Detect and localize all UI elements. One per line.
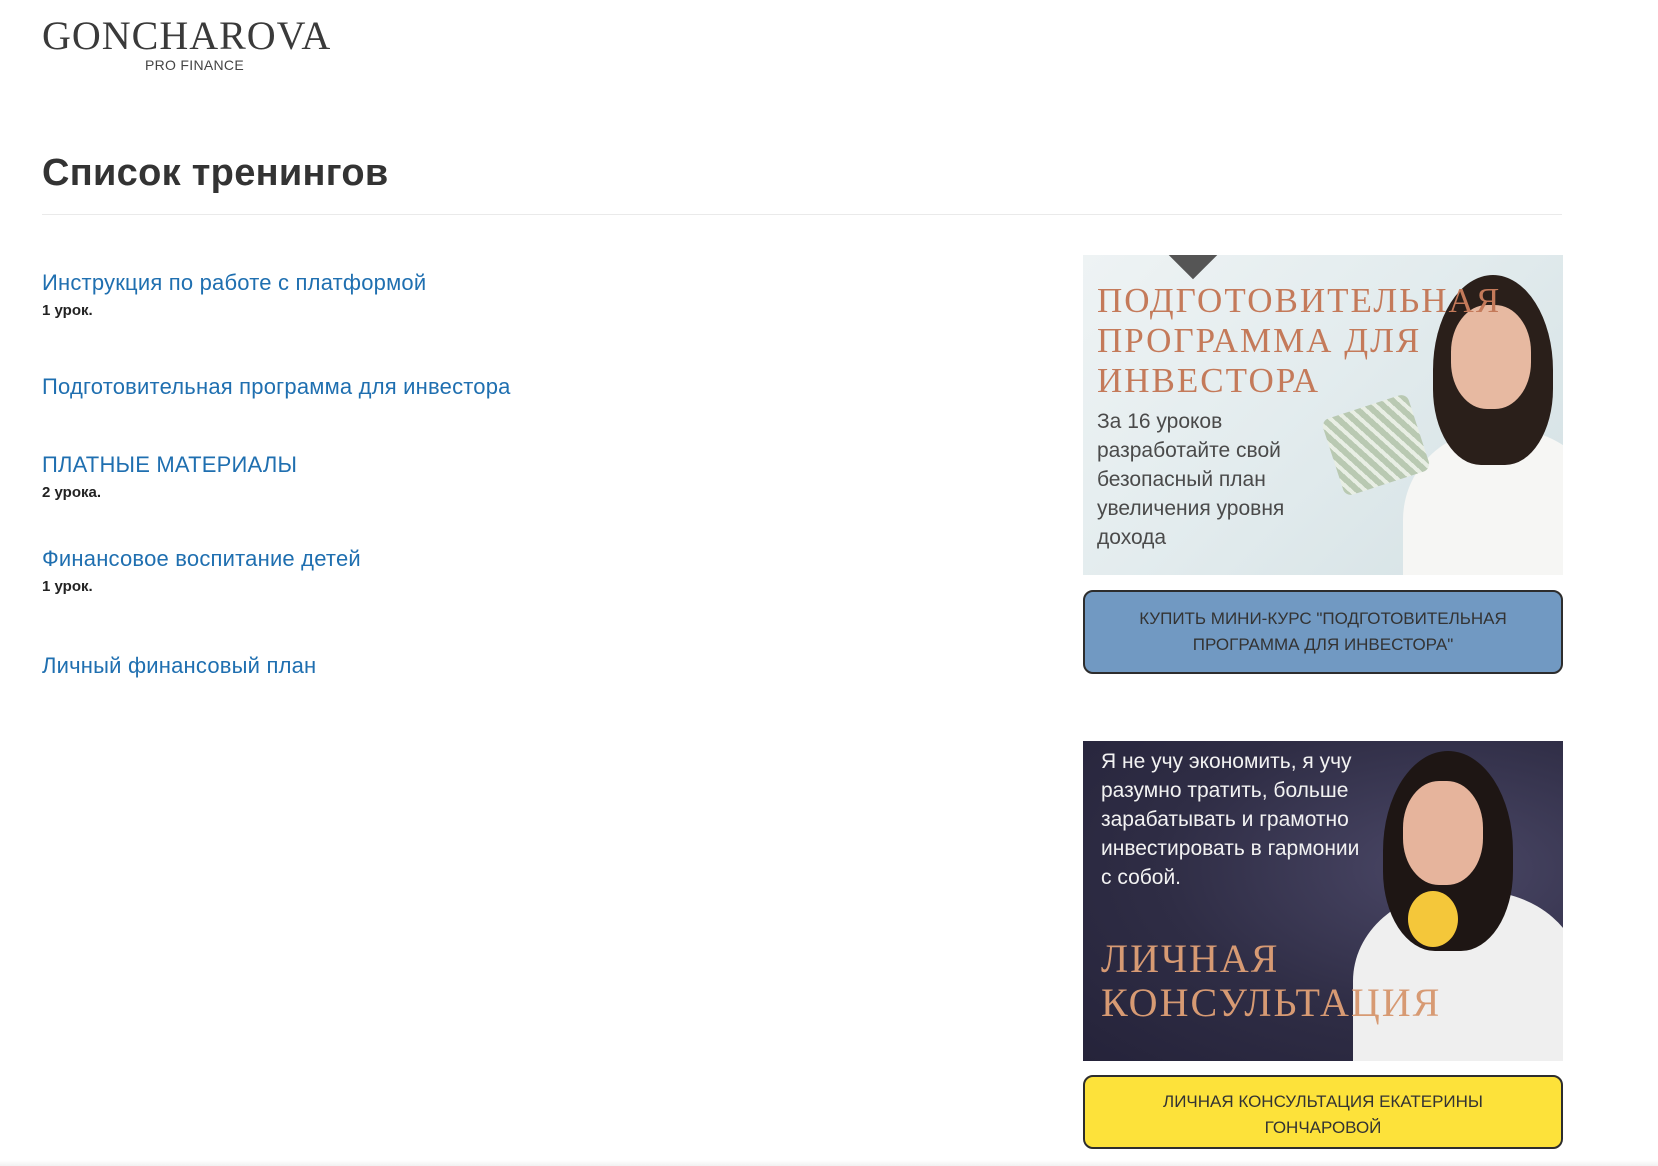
training-link[interactable]: Инструкция по работе с платформой bbox=[42, 270, 427, 295]
title-divider bbox=[42, 214, 1562, 215]
banner-heading: ЛИЧНАЯ КОНСУЛЬТАЦИЯ bbox=[1101, 936, 1442, 1025]
woman-face-illustration bbox=[1403, 781, 1483, 885]
investor-program-banner[interactable] bbox=[1083, 255, 1563, 575]
training-item bbox=[42, 452, 297, 501]
banner-text: За 16 уроков разработайте свой безопасный план увеличения уровня дохода bbox=[1097, 410, 1285, 549]
logo-name: GONCHAROVA bbox=[42, 13, 332, 58]
training-link[interactable]: Личный финансовый план bbox=[42, 653, 317, 678]
lesson-count: 1 урок. bbox=[42, 302, 93, 319]
consultation-banner[interactable] bbox=[1083, 741, 1563, 1061]
training-item bbox=[42, 374, 511, 406]
logo[interactable] bbox=[42, 14, 362, 73]
banner-text: Я не учу экономить, я учу разумно тратить, больше зарабатывать и грамотно инвестировать в гармонии с собой. bbox=[1101, 750, 1360, 889]
training-link[interactable]: Подготовительная программа для инвестора bbox=[42, 374, 511, 399]
lesson-count: 1 урок. bbox=[42, 578, 93, 595]
logo-tagline: PRO FINANCE bbox=[145, 57, 244, 73]
bottom-divider bbox=[0, 1160, 1658, 1166]
banner-heading: ПОДГОТОВИТЕЛЬНАЯ ПРОГРАММА ДЛЯ ИНВЕСТОРА bbox=[1097, 281, 1502, 400]
buy-mini-course-button[interactable]: КУПИТЬ МИНИ-КУРС "ПОДГОТОВИТЕЛЬНАЯ ПРОГРАММА ДЛЯ ИНВЕСТОРА" bbox=[1083, 590, 1563, 674]
diamond-decoration-icon bbox=[1165, 255, 1222, 279]
training-item bbox=[42, 270, 426, 319]
training-item bbox=[42, 653, 316, 685]
training-item bbox=[42, 546, 361, 595]
lesson-count: 2 урока. bbox=[42, 484, 101, 501]
training-link[interactable]: ПЛАТНЫЕ МАТЕРИАЛЫ bbox=[42, 452, 298, 477]
training-link[interactable]: Финансовое воспитание детей bbox=[42, 546, 361, 571]
page-title: Список тренингов bbox=[42, 152, 389, 194]
personal-consultation-button[interactable]: ЛИЧНАЯ КОНСУЛЬТАЦИЯ ЕКАТЕРИНЫ ГОНЧАРОВОЙ bbox=[1083, 1075, 1563, 1149]
